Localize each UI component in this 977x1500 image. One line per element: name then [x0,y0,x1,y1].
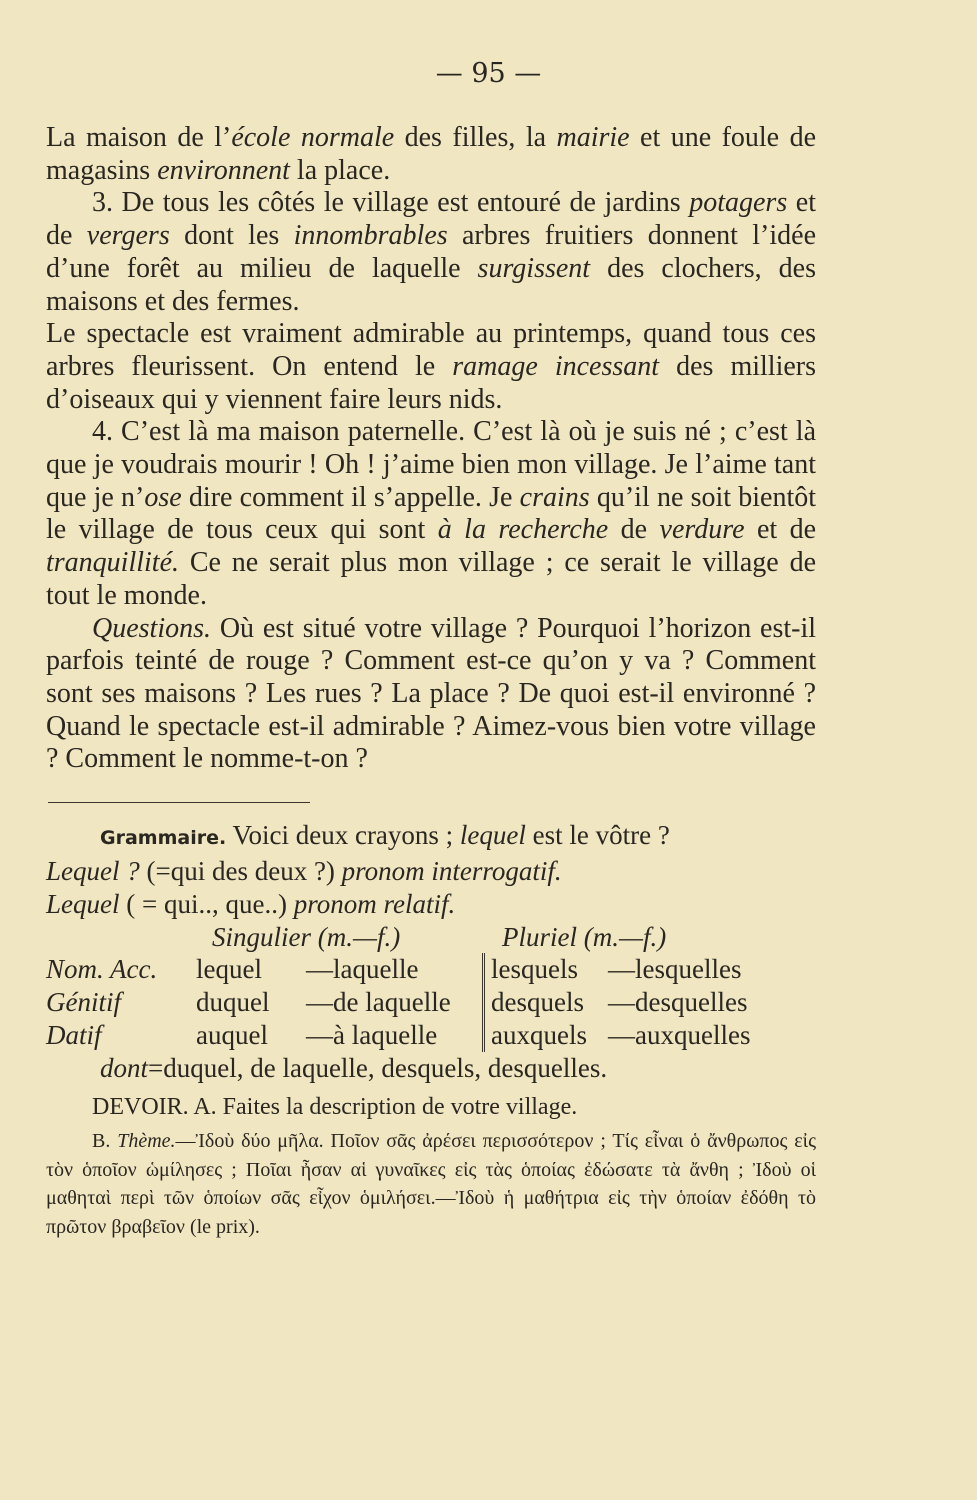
paragraph-1 [46,122,816,187]
italic-term: lequel [459,820,526,851]
cell: —laquelle [306,953,484,986]
grammar-section [46,819,816,1085]
paragraph-3 [46,187,816,318]
grammar-interrogative [46,855,816,888]
page-number: — 95 — [435,58,542,89]
italic-term: tranquillité. [46,547,179,579]
text-run: arbres fruitiers donnent l’idée d’une forêt au milieu de laquelle [46,220,816,284]
italic-term: dont [100,1053,149,1084]
table-row [46,953,750,986]
text-run: est le vôtre ? [525,820,670,851]
grammar-relative [46,888,816,921]
text-run: =duquel, de laquelle, desquels, desquelles. [148,1053,608,1084]
case-label: Génitif [46,987,121,1018]
table-row [46,986,750,1019]
text-run: La maison de l’ [46,122,232,153]
italic-term: pronom interrogatif. [341,856,562,887]
italic-term: pronom relatif. [293,889,456,920]
page-body [46,122,816,1241]
italic-term: ose [144,481,182,513]
text-run: dont les [169,220,294,252]
text-run: qu’il ne soit bientôt le village de tous ceux qui sont [46,481,817,546]
cell: —lesquelles [608,954,742,985]
paragraph-4 [46,416,816,612]
grammar-intro [46,819,816,855]
text-run: et une foule de magasins [46,122,816,186]
declension-headers [212,921,816,953]
italic-term: surgissent [477,252,591,284]
grammar-label: Grammaire. [100,827,227,850]
italic-term: vergers [86,220,170,252]
case-label: Datif [46,1020,102,1051]
cell: auxquels [491,1020,587,1051]
italic-term: Lequel ? [46,856,140,887]
dont-line [46,1052,816,1085]
italic-term: Lequel [46,889,120,920]
italic-term: verdure [659,514,745,546]
italic-term: école normale [231,122,395,153]
text-run: et de [744,514,817,546]
text-run: des filles, la [394,122,557,153]
greek-text: —Ἰδοὺ δύο μῆλα. Ποῖον σᾶς ἀρέσει περισσότερον ; Τίς εἶναι ὁ ἄνθρωπος εἰς τὸν ὁποῖον ὡμίλησες ; Ποῖαι ἦσαν αἱ γυναῖκες εἰς τὰς ὁποίας ἐδώσατε τὰ ἄνθη ; Ἰδοὺ οἱ μαθηταὶ περὶ τῶν ὁποίων σᾶς εἶχον ὁμιλήσει.—Ἰδοὺ ἡ μαθήτρια εἰς τὴν ὁποίαν ἐδόθη τὸ πρῶτον βραβεῖον (le prix). [46,1130,816,1238]
text-run: et de [46,187,816,252]
italic-term: potagers [689,187,788,219]
text-run: Le spectacle est vraiment admirable au printemps, quand tous ces arbres fleurissent. On entend le [46,318,816,382]
italic-term: ramage incessant [452,350,660,382]
header-singular: Singulier (m.—f.) [212,922,401,953]
header-plural: Pluriel (m.—f.) [502,922,667,953]
cell: —de laquelle [306,986,484,1019]
devoir-line: DEVOIR. A. Faites la description de votre village. [92,1094,578,1121]
italic-term: environnent [157,154,290,186]
text-run: des milliers d’oiseaux qui y viennent faire leurs nids. [46,350,816,415]
questions-paragraph [46,613,816,777]
text-run: B. [92,1130,118,1153]
text-run: de [608,514,660,546]
italic-term: crains [519,481,590,513]
cell: auquel [196,1020,268,1051]
italic-term: mairie [556,122,630,153]
text-run: des clochers, des maisons et des fermes. [46,252,816,317]
theme-label: Thème. [117,1130,176,1153]
text-run: (=qui des deux ?) [139,856,342,887]
text-run: 3. De tous les côtés le village est entouré de jardins [92,187,690,219]
theme-paragraph [46,1127,816,1241]
text-run: Ce ne serait plus mon village ; ce serait le village de tout le monde. [46,547,816,611]
text-run: la place. [289,154,391,186]
case-label: Nom. Acc. [46,954,158,985]
cell: —à laquelle [306,1019,484,1052]
cell: duquel [196,987,270,1018]
questions-label: Questions. [92,612,211,644]
paragraph-spectacle [46,318,816,416]
text-run: dire comment il s’appelle. Je [181,481,520,513]
cell: —auxquelles [608,1020,751,1051]
section-divider [48,802,310,803]
italic-term: innombrables [293,220,448,252]
questions-text: Où est situé votre village ? Pourquoi l’horizon est-il parfois teinté de rouge ? Comment est-ce qu’on y va ? Comment sont ses maisons ? Les rues ? La place ? De quoi est-il environné ? Quand le spectacle est-il admirable ? Aimez-vous bien votre village ? Comment le nomme-t-on ? [46,612,816,775]
text-run: Voici deux crayons ; [226,820,460,851]
cell: lesquels [491,954,578,985]
declension-table [46,953,750,1052]
text-run: 4. C’est là ma maison paternelle. C’est là où je suis né ; c’est là que je voudrais mourir ! Oh ! j’aime bien mon village. Je l’aime tant que je n’ [46,416,816,513]
italic-term: à la recherche [437,514,609,546]
cell: desquels [491,987,584,1018]
table-row [46,1019,750,1052]
text-run: ( = qui.., que..) [119,889,294,920]
cell: lequel [196,954,262,985]
cell: —desquelles [608,987,748,1018]
